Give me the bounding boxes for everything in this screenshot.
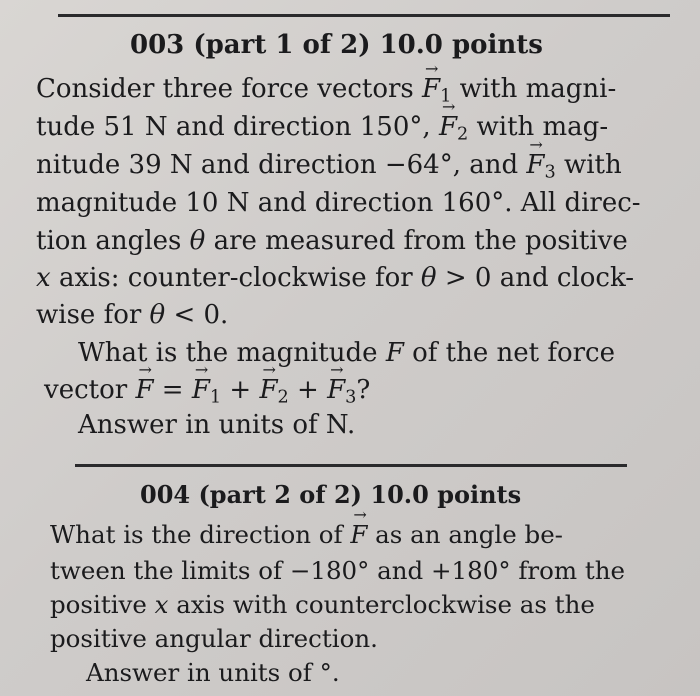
q1-line-7: wise for θ < 0. [36,300,229,330]
top-rule [58,14,670,17]
vector-f3: → $F_3$ [526,150,555,182]
q1-question-line-1: What is the magnitude F of the net force [78,338,616,368]
q1-answer-units: Answer in units of N. [78,410,356,440]
q1-line-2 [36,112,608,144]
q1-line-5: tion angles θ are measured from the positive [36,226,628,256]
q1-line-1 [36,74,616,106]
question-003-header: 003 (part 1 of 2) 10.0 points [130,30,543,60]
vector-f2: → $F_2$ [439,112,468,144]
question-004-header: 004 (part 2 of 2) 10.0 points [140,480,522,509]
net-force-equation: vector → F = → $F_1$ + → $F_2$ + → $F_3$? [44,375,370,407]
q1-text: tude 51 N and direction 150°, [36,112,431,142]
q1-line-6: x axis: counter-clockwise for θ > 0 and clock- [36,263,635,293]
q2-line-3: positive x axis with counterclockwise as the [50,590,595,619]
q2-line-1: What is the direction of → F as an angle be- [50,520,563,549]
vector-f1: → $F_1$ [422,74,451,106]
q2-line-2: tween the limits of −180° and +180° from the [50,556,626,585]
q1-text: with [563,150,622,180]
q1-text: nitude 39 N and direction −64°, and [36,150,519,180]
q2-line-4: positive angular direction. [50,624,378,653]
q1-line-4: magnitude 10 N and direction 160°. All direc- [36,188,641,218]
q1-text: with mag- [476,112,609,142]
theta-symbol: θ [189,226,206,256]
section-divider [75,464,627,467]
q2-answer-units: Answer in units of °. [86,658,340,687]
q1-line-3 [36,150,622,182]
x-symbol: x [36,263,51,293]
q1-text: Consider three force vectors [36,74,414,104]
q1-text: with magni- [459,74,617,104]
